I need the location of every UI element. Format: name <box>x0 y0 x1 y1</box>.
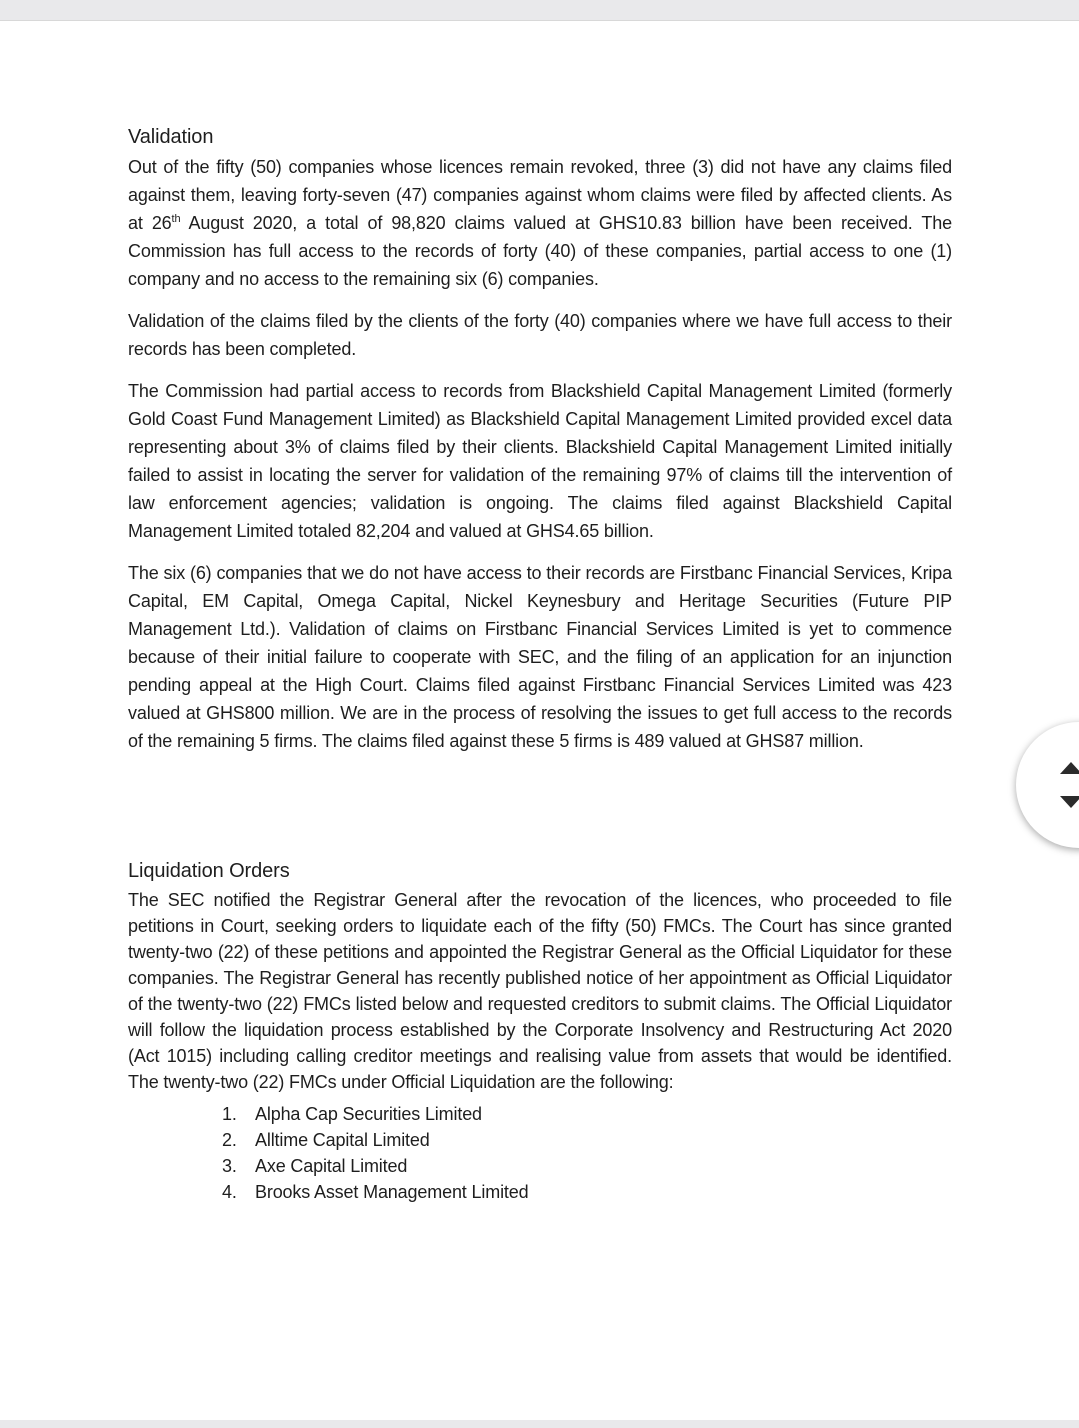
triangle-up-icon[interactable] <box>1060 762 1079 774</box>
list-item <box>222 1101 952 1127</box>
list-item-name: Alpha Cap Securities Limited <box>255 1104 482 1124</box>
list-item-number: 3. <box>222 1156 237 1176</box>
validation-p1-text-b: August 2020, a total of 98,820 claims valued at GHS10.83 billion have been received. The Commission has full access to the records of forty (40) of these companies, partial access to one (1) company and no access to the remaining six (6) companies. <box>128 213 952 289</box>
list-item <box>222 1153 952 1179</box>
list-item-name: Axe Capital Limited <box>255 1156 408 1176</box>
document-page <box>0 20 1079 1420</box>
list-item-name: Alltime Capital Limited <box>255 1130 430 1150</box>
validation-p1-text-a: Out of the fifty (50) companies whose licences remain revoked, three (3) did not have any claims filed against them, leaving forty-seven (47) companies against whom claims were filed by affected clients. As at 26 <box>128 157 952 233</box>
triangle-down-icon[interactable] <box>1060 796 1079 808</box>
document-content <box>128 125 952 1205</box>
list-item-number: 4. <box>222 1182 237 1202</box>
validation-paragraph-1 <box>128 153 952 293</box>
liquidation-heading: Liquidation Orders <box>128 860 290 882</box>
list-item-number: 2. <box>222 1130 237 1150</box>
validation-paragraph-4: The six (6) companies that we do not have access to their records are Firstbanc Financial Services, Kripa Capital, EM Capital, Omega Capital, Nickel Keynesbury and Heritage Securities (Future PIP Management Ltd.). Validation of claims on Firstbanc Financial Services Limited is yet to commence because of their initial failure to cooperate with SEC, and the filing of an application for an injunction pending appeal at the High Court. Claims filed against Firstbanc Financial Services Limited was 423 valued at GHS800 million. We are in the process of resolving the issues to get full access to the records of the remaining 5 firms. The claims filed against these 5 firms is 489 valued at GHS87 million. <box>128 563 952 751</box>
validation-paragraph-3: The Commission had partial access to records from Blackshield Capital Management Limited (formerly Gold Coast Fund Management Limited) as Blackshield Capital Management Limited provided excel data representing about 3% of claims filed by their clients. Blackshield Capital Management Limited initially failed to assist in locating the server for validation of the remaining 97% of claims till the intervention of law enforcement agencies; validation is ongoing. The claims filed against Blackshield Capital Management Limited totaled 82,204 and valued at GHS4.65 billion. <box>128 381 952 541</box>
date-ordinal-suffix: th <box>171 213 181 225</box>
validation-heading: Validation <box>128 126 214 148</box>
list-item <box>222 1179 952 1205</box>
fmc-list <box>128 1101 952 1205</box>
list-item-name: Brooks Asset Management Limited <box>255 1182 529 1202</box>
liquidation-paragraph-1: The SEC notified the Registrar General after the revocation of the licences, who proceeded to file petitions in Court, seeking orders to liquidate each of the fifty (50) FMCs. The Court has since granted twenty-two (22) of these petitions and appointed the Registrar General as the Official Liquidator for these companies. The Registrar General has recently published notice of her appointment as Official Liquidator of the twenty-two (22) FMCs listed below and requested creditors to submit claims. The Official Liquidator will follow the liquidation process established by the Corporate Insolvency and Restructuring Act 2020 (Act 1015) including calling creditor meetings and realising value from assets that would be identified. The twenty-two (22) FMCs under Official Liquidation are the following: <box>128 890 952 1092</box>
validation-paragraph-2: Validation of the claims filed by the clients of the forty (40) companies where we have full access to their records has been completed. <box>128 311 952 359</box>
list-item-number: 1. <box>222 1104 237 1124</box>
section-spacer <box>128 769 952 859</box>
list-item <box>222 1127 952 1153</box>
